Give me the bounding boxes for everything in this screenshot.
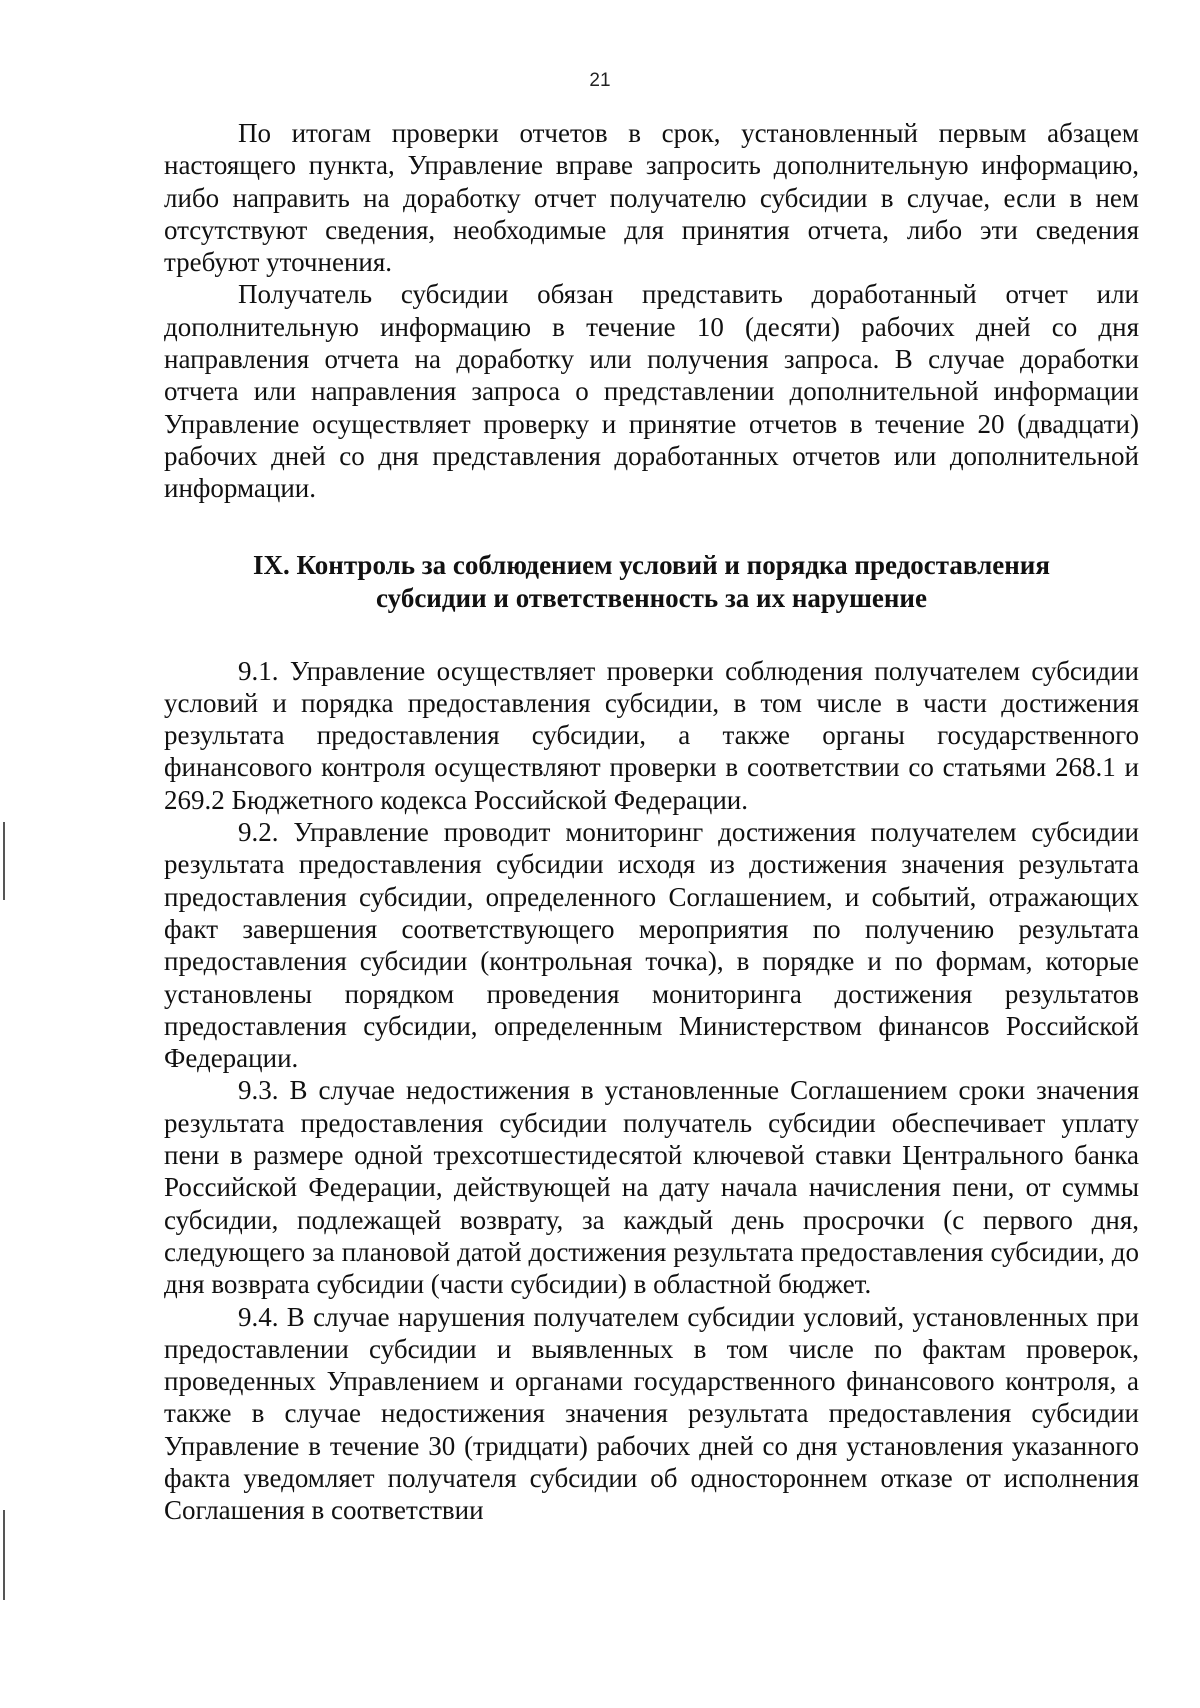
paragraph: 9.2. Управление проводит мониторинг достижения получателем субсидии результата предоставления субсидии исходя из достижения значения результата предоставления субсидии, определенного Соглашением, и событий, отражающих факт завершения соответствующего мероприятия по получению результата предоставления субсидии (контрольная точка), в порядке и по формам, которые установлены порядком проведения мониторинга достижения результатов предоставления субсидии, определенным Министерством финансов Российской Федерации.: [164, 817, 1139, 1074]
paragraph: 9.4. В случае нарушения получателем субсидии условий, установленных при предоставлении субсидии и выявленных в том числе по фактам проверок, проведенных Управлением и органами государственного финансового контроля, а также в случае недостижения значения результата предоставления субсидии Управление в течение 30 (тридцати) рабочих дней со дня установления указанного факта уведомляет получателя субсидии об одностороннем отказе от исполнения Соглашения в соответствии: [164, 1301, 1139, 1526]
paragraph: Получатель субсидии обязан представить доработанный отчет или дополнительную информацию в течение 10 (десяти) рабочих дней со дня направления отчета на доработку или получения запроса. В случае доработки отчета или направления запроса о представлении дополнительной информации Управление осуществляет проверку и принятие отчетов в течение 20 (двадцати) рабочих дней со дня представления доработанных отчетов или дополнительной информации.: [164, 279, 1139, 504]
section-heading-line: IX. Контроль за соблюдением условий и порядка предоставления: [253, 549, 1050, 580]
scan-edge-mark: [3, 1510, 5, 1600]
scan-edge-mark: [3, 822, 5, 900]
paragraph: 9.3. В случае недостижения в установленные Соглашением сроки значения результата предоставления субсидии получатель субсидии обеспечивает уплату пени в размере одной трехсотшестидесятой ключевой ставки Центрального банка Российской Федерации, действующей на дату начала начисления пени, от суммы субсидии, подлежащей возврату, за каждый день просрочки (с первого дня, следующего за плановой датой достижения результата предоставления субсидии, до дня возврата субсидии (части субсидии) в областной бюджет.: [164, 1075, 1139, 1300]
page-number: 21: [589, 70, 611, 91]
document-body: [164, 117, 1139, 1527]
paragraph: По итогам проверки отчетов в срок, установленный первым абзацем настоящего пункта, Управление вправе запросить дополнительную информацию, либо направить на доработку отчет получателю субсидии в случае, если в нем отсутствуют сведения, необходимые для принятия отчета, либо эти сведения требуют уточнения.: [164, 118, 1139, 278]
section-heading-line: субсидии и ответственность за их нарушение: [376, 582, 927, 613]
section-heading: [164, 549, 1139, 615]
paragraph: 9.1. Управление осуществляет проверки соблюдения получателем субсидии условий и порядка предоставления субсидии, в том числе в части достижения результата предоставления субсидии, а также органы государственного финансового контроля осуществляют проверки в соответствии со статьями 268.1 и 269.2 Бюджетного кодекса Российской Федерации.: [164, 655, 1139, 815]
